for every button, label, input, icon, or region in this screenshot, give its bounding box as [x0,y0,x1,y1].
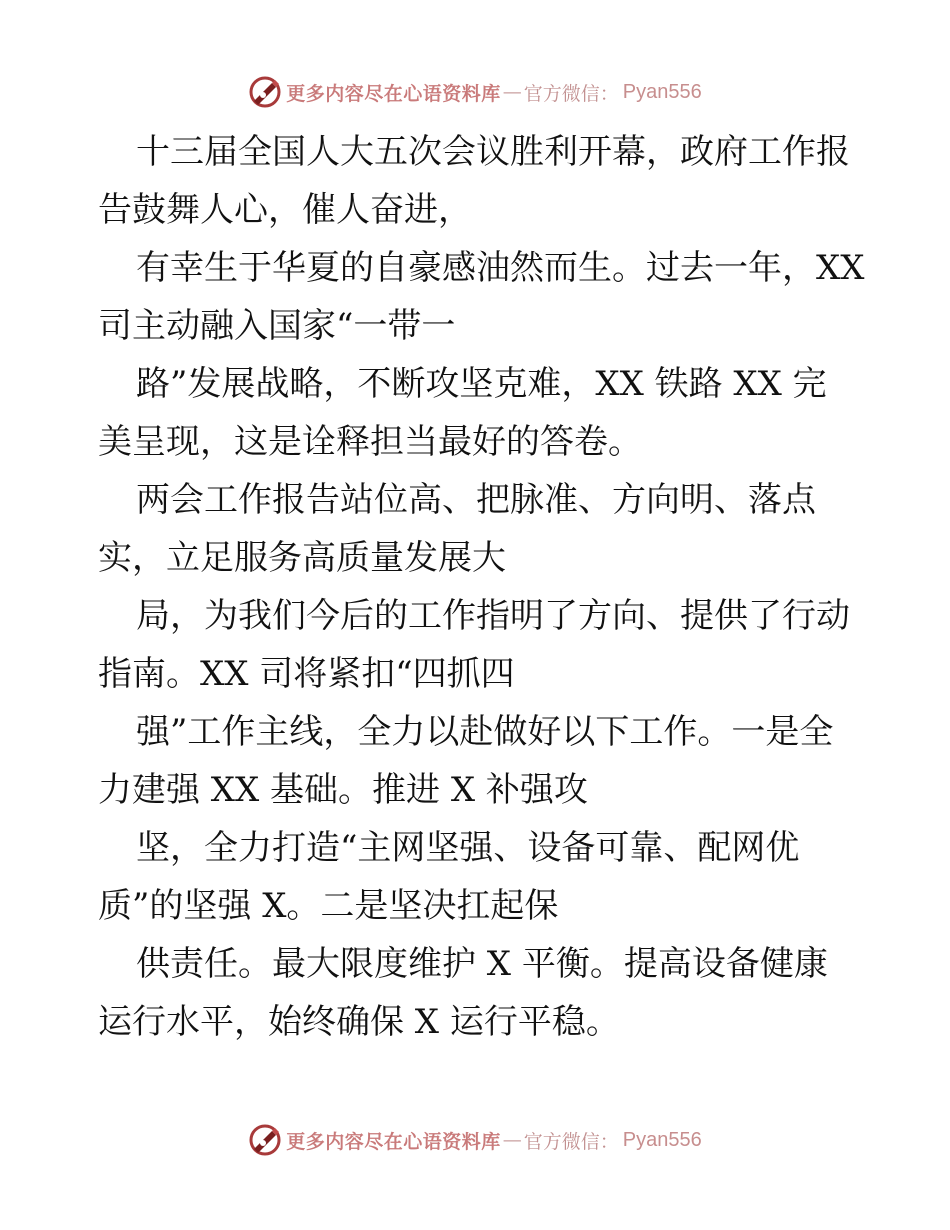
text-line: 质”的坚强 X。二是坚决扛起保 [98,886,559,926]
pen-logo-icon [248,1123,282,1157]
watermark-id: Pyan556 [622,80,702,103]
text-line: 有幸生于华夏的自豪感油然而生。过去一年，XX [136,248,865,288]
watermark-separator: — [502,1129,522,1151]
watermark-separator: — [502,81,522,103]
text-line: 供责任。最大限度维护 X 平衡。提高设备健康 [136,944,828,984]
pen-logo-icon [248,75,282,109]
text-line: 指南。XX 司将紧扣“四抓四 [98,654,515,694]
text-line: 司主动融入国家“一带一 [98,306,456,346]
watermark-label: 官方微信： [523,1130,619,1153]
watermark-title: 更多内容尽在心语资料库 [286,1130,501,1153]
footer-watermark [0,1120,950,1160]
watermark-id: Pyan556 [622,1128,702,1151]
text-line: 告鼓舞人心，催人奋进， [98,190,472,230]
text-line: 力建强 XX 基础。推进 X 补强攻 [98,770,588,810]
watermark-title: 更多内容尽在心语资料库 [286,82,501,105]
text-line: 十三届全国人大五次会议胜利开幕，政府工作报 [136,132,850,172]
header-watermark [0,72,950,112]
text-line: 坚，全力打造“主网坚强、设备可靠、配网优 [136,828,800,868]
document-body [98,123,865,1051]
text-line: 美呈现，这是诠释担当最好的答卷。 [98,422,642,462]
text-line: 运行水平，始终确保 X 运行平稳。 [98,1002,620,1042]
text-line: 强”工作主线，全力以赴做好以下工作。一是全 [136,712,834,752]
watermark-label: 官方微信： [523,82,619,105]
text-line: 两会工作报告站位高、把脉准、方向明、落点 [136,480,816,520]
text-line: 局，为我们今后的工作指明了方向、提供了行动 [136,596,850,636]
text-line: 路”发展战略，不断攻坚克难，XX 铁路 XX 完 [136,364,827,404]
text-line: 实，立足服务高质量发展大 [98,538,506,578]
